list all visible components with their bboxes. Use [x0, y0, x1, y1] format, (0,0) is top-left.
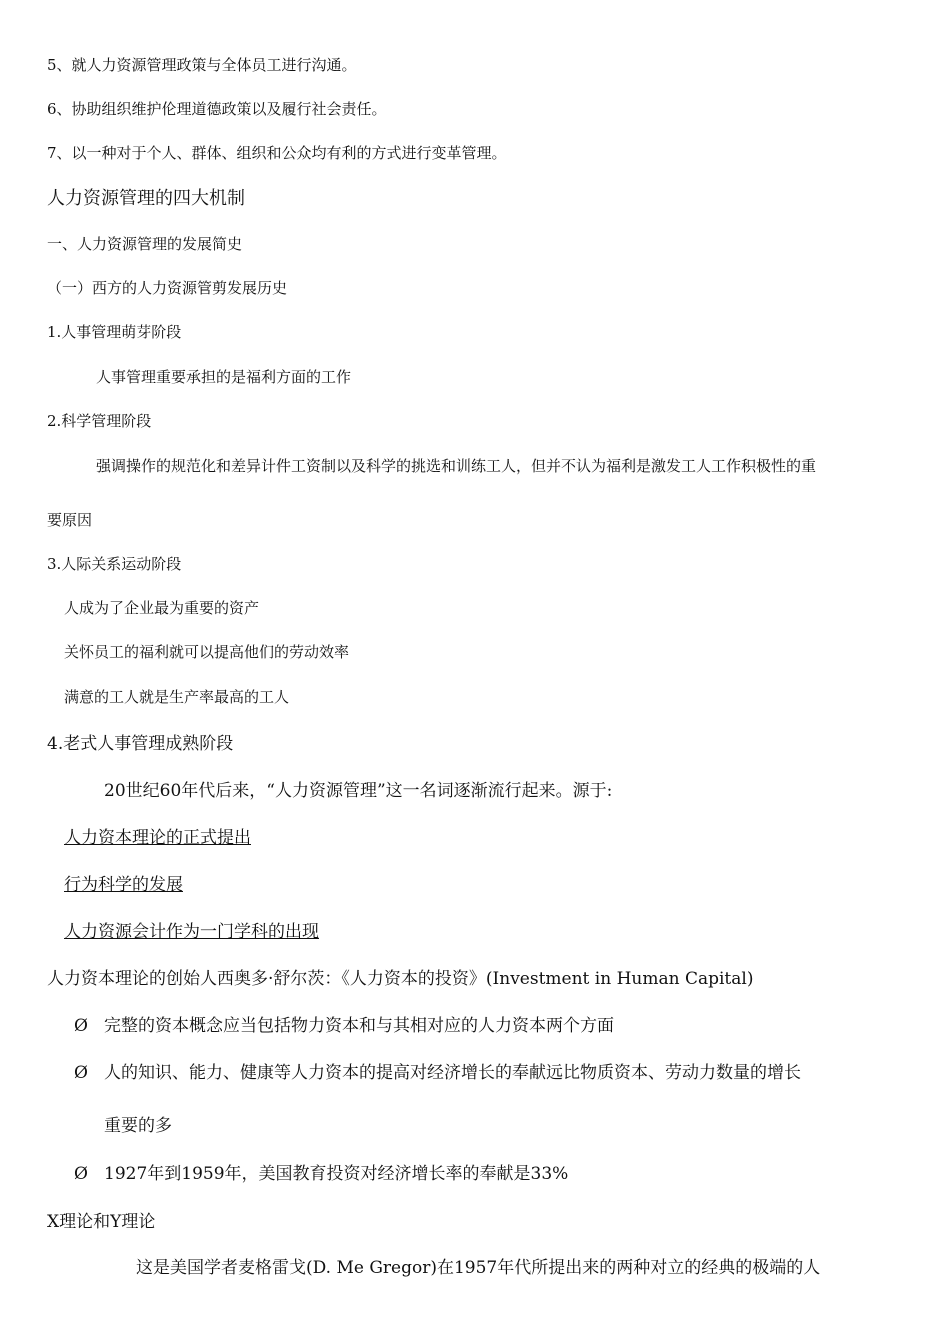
- bullet-item-3: [74, 1159, 568, 1184]
- section-heading: 人力资源管理的四大机制: [47, 188, 245, 209]
- subsection-heading: （一）西方的人力资源管剪发展历史: [47, 279, 288, 297]
- bullet-icon: Ø: [74, 1063, 88, 1083]
- origin-item-2: 行为科学的发展: [64, 875, 183, 895]
- bullet-text: 人的知识、能力、健康等人力资本的提高对经济增长的奉献远比物质资本、劳动力数量的增长: [104, 1063, 801, 1083]
- bullet-item-2: [74, 1058, 801, 1083]
- stage-1-text: 人事管理重要承担的是福利方面的工作: [96, 368, 352, 386]
- stage-4-heading: 4.老式人事管理成熟阶段: [47, 734, 234, 754]
- xy-theory-text: 这是美国学者麦格雷戈(D. Me Gregor)在1957年代所提出来的两种对立的经典的极端的人: [136, 1258, 821, 1278]
- stage-2-heading: 2.科学管理阶段: [47, 412, 152, 430]
- stage-2-text-cont: 要原因: [47, 511, 93, 529]
- stage-2-text: 强调操作的规范化和差异计件工资制以及科学的挑选和训练工人，但并不认为福利是激发工人工作积极性的重: [96, 457, 817, 475]
- list-item-6: 6、协助组织维护伦理道德政策以及履行社会责任。: [47, 100, 387, 118]
- stage-4-text: 20世纪60年代后来，“人力资源管理”这一名词逐渐流行起来。源于:: [104, 781, 613, 801]
- bullet-item-1: [74, 1011, 614, 1036]
- bullet-icon: Ø: [74, 1164, 88, 1184]
- stage-3-point-3: 满意的工人就是生产率最高的工人: [64, 688, 290, 706]
- chapter-heading: 一、人力资源管理的发展简史: [47, 235, 243, 253]
- stage-3-heading: 3.人际关系运动阶段: [47, 555, 182, 573]
- bullet-text: 完整的资本概念应当包括物力资本和与其相对应的人力资本两个方面: [104, 1016, 614, 1036]
- list-item-7: 7、以一种对于个人、群体、组织和公众均有利的方式进行变革管理。: [47, 144, 507, 162]
- xy-theory-heading: X理论和Y理论: [47, 1212, 156, 1232]
- origin-item-3: 人力资源会计作为一门学科的出现: [64, 922, 319, 942]
- stage-3-point-2: 关怀员工的福利就可以提高他们的劳动效率: [64, 643, 350, 661]
- stage-3-point-1: 人成为了企业最为重要的资产: [64, 599, 260, 617]
- list-item-5: 5、就人力资源管理政策与全体员工进行沟通。: [47, 56, 357, 74]
- schultz-heading: 人力资本理论的创始人西奥多·舒尔茨：《人力资本的投资》(Investment in Human Capital): [47, 969, 754, 989]
- origin-item-1: 人力资本理论的正式提出: [64, 828, 251, 848]
- bullet-icon: Ø: [74, 1016, 88, 1036]
- bullet-item-2-cont: 重要的多: [104, 1116, 172, 1136]
- bullet-text: 1927年到1959年，美国教育投资对经济增长率的奉献是33%: [104, 1164, 569, 1184]
- stage-1-heading: 1.人事管理萌芽阶段: [47, 323, 182, 341]
